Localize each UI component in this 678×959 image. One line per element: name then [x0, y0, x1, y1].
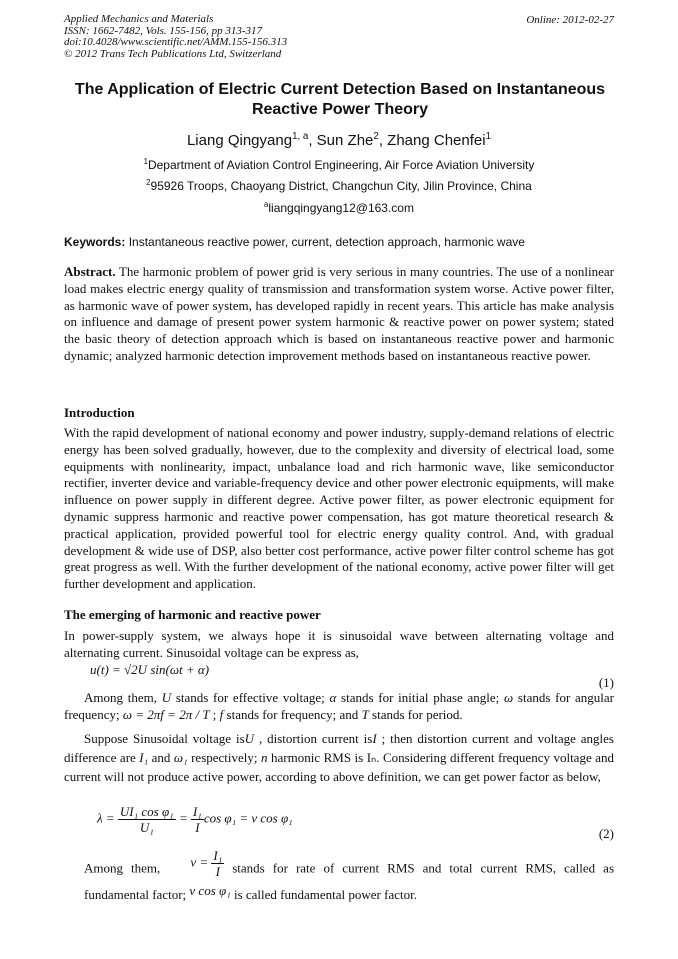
text: Suppose Sinusoidal voltage is: [84, 731, 245, 746]
text: , distortion current is: [254, 731, 373, 746]
text: . Considering different frequency voltage and current will not produce active power, according to above definition, we can get power factor as below,: [64, 750, 614, 784]
math-v: [190, 848, 224, 879]
keywords: [64, 235, 525, 249]
equation-number: (2): [598, 826, 614, 841]
equation-2: [97, 804, 293, 835]
author: Zhang Chenfei: [387, 132, 486, 149]
affiliation: [40, 157, 638, 172]
section-heading-harmonic: The emerging of harmonic and reactive power: [64, 607, 321, 622]
text: ;: [209, 706, 220, 722]
numerator: I₁: [192, 804, 202, 819]
fraction: [118, 804, 176, 835]
paragraph: [64, 729, 614, 786]
abstract-text: The harmonic problem of power grid is very serious in many countries. The use of a nonlinear load makes electric energy quality of transmission and transformation system worse. Active power filter, as harmonic wave of power system, has developed rapidly in recent years. This article has make analysis on influence and damage of present power system harmonic & reactive power on power system; stated the basic theory of detection approach which is based on instantaneous reactive power and harmonic dynamic; analyzed harmonic detection improvement methods based on instantaneous reactive power.: [64, 264, 614, 363]
math: U: [244, 731, 255, 746]
author-sup: 1: [485, 131, 492, 142]
paragraph: [64, 690, 614, 724]
aff-text: 95926 Troops, Chaoyang District, Changchun City, Jilin Province, China: [150, 179, 532, 193]
math: v =: [190, 854, 209, 870]
text: stands for initial phase angle;: [336, 690, 505, 705]
text: stands for angular frequency;: [64, 690, 615, 722]
text: stands for frequency; and: [223, 706, 362, 722]
affiliation: [40, 178, 638, 193]
copyright: © 2012 Trans Tech Publications Ltd, Switzerland: [64, 47, 282, 60]
abstract: [64, 264, 614, 365]
keywords-text: Instantaneous reactive power, current, detection approach, harmonic wave: [128, 235, 525, 249]
aff-sup: 2: [146, 178, 151, 187]
online-date: Online: 2012-02-27: [526, 14, 614, 26]
equation-1: u(t) = √2U sin(ωt + α): [90, 662, 210, 677]
text: and: [148, 750, 174, 765]
section-heading-introduction: Introduction: [64, 405, 135, 420]
math: ω = 2πf = 2π / T: [122, 706, 210, 722]
text: stands for effective voltage;: [171, 690, 330, 705]
authors: Liang Qingyang$^{1, a}$, Sun Zhe$^2$, Zhang Chenfei$^1$: [186, 131, 492, 149]
text: ; then distortion current and voltage angles difference are: [64, 731, 614, 765]
paper-title: The Application of Electric Current Detection Based on Instantaneous Reactive Power Theory: [74, 81, 606, 118]
intro-paragraph: With the rapid development of national economy and power industry, supply-demand relations of electric energy has been solved gradually, however, due to the complexity and diversity of electrical load, some equipments with nonlinearity, impact, unbalance load and rich harmonic wave, like semiconductor rectifier, inverter device and variable-frequency device and other power electronic equipments, will make influence on power supply in different degree. Active power filter, as power electronic equipment for dynamic suppress harmonic and reactive power compensation, has got mature theoretical research & practical application, provided powerful tool for electric energy quality control. And, with gradual development & wide use of DSP, also better cost performance, active power filter control scheme has got great progress as well. With the further development of the national economy, active power filter will get further development and application.: [64, 425, 614, 592]
author-sup: 2: [373, 131, 379, 142]
math: f: [219, 706, 224, 722]
text: Among them,: [84, 690, 162, 705]
math: λ =: [97, 810, 115, 826]
email-text: liangqingyang12@163.com: [268, 201, 414, 215]
paragraph: In power-supply system, we always hope it is sinusoidal wave between alternating voltage and alternating current. Sinusoidal voltage can be express as,: [64, 628, 614, 660]
math: T: [361, 706, 369, 722]
fraction: [211, 848, 224, 879]
math: Iₙ: [366, 750, 377, 765]
paragraph: [84, 848, 614, 906]
numerator: UI₁ cos φ₁: [119, 804, 174, 819]
denominator: U₁: [139, 820, 154, 835]
math: =: [178, 810, 188, 826]
journal-header: [64, 14, 287, 60]
math: n: [261, 750, 268, 765]
abstract-label: Abstract.: [64, 264, 116, 279]
aff-sup: a: [264, 200, 269, 209]
math: cos φ₁ = v cos φ₁: [203, 810, 293, 826]
issn: ISSN: 1662-7482, Vols. 155-156, pp 313-317: [64, 24, 262, 37]
email: [40, 200, 638, 215]
author: Sun Zhe: [316, 132, 374, 149]
fraction: [191, 804, 204, 835]
text: Among them,: [84, 860, 161, 876]
math: v cos φ₁: [189, 883, 231, 899]
doi: doi:10.4028/www.scientific.net/AMM.155-156.313: [64, 36, 288, 48]
math: α: [329, 690, 337, 705]
keywords-label: Keywords:: [64, 235, 126, 249]
text: stands for period.: [368, 706, 463, 722]
denominator: I: [195, 820, 200, 835]
text: stands for rate of current RMS and total current RMS, called as fundamental factor;: [84, 860, 615, 903]
equation-number: (1): [598, 675, 614, 690]
math: ω: [504, 690, 514, 705]
journal-name: Applied Mechanics and Materials: [64, 13, 214, 25]
math: ω₁: [173, 750, 188, 765]
text: is called fundamental power factor.: [230, 887, 417, 903]
text: respectively;: [187, 750, 262, 765]
author-sup: 1, a: [292, 131, 309, 142]
author: Liang Qingyang: [186, 132, 293, 149]
math: I: [372, 731, 377, 746]
aff-sup: 1: [143, 157, 148, 166]
numerator: I₁: [213, 848, 223, 863]
denominator: I: [215, 864, 220, 879]
math: I₁: [139, 750, 149, 765]
aff-text: Department of Aviation Control Engineering, Air Force Aviation University: [147, 158, 535, 172]
math: U: [161, 690, 172, 705]
text: harmonic RMS is: [267, 750, 367, 765]
